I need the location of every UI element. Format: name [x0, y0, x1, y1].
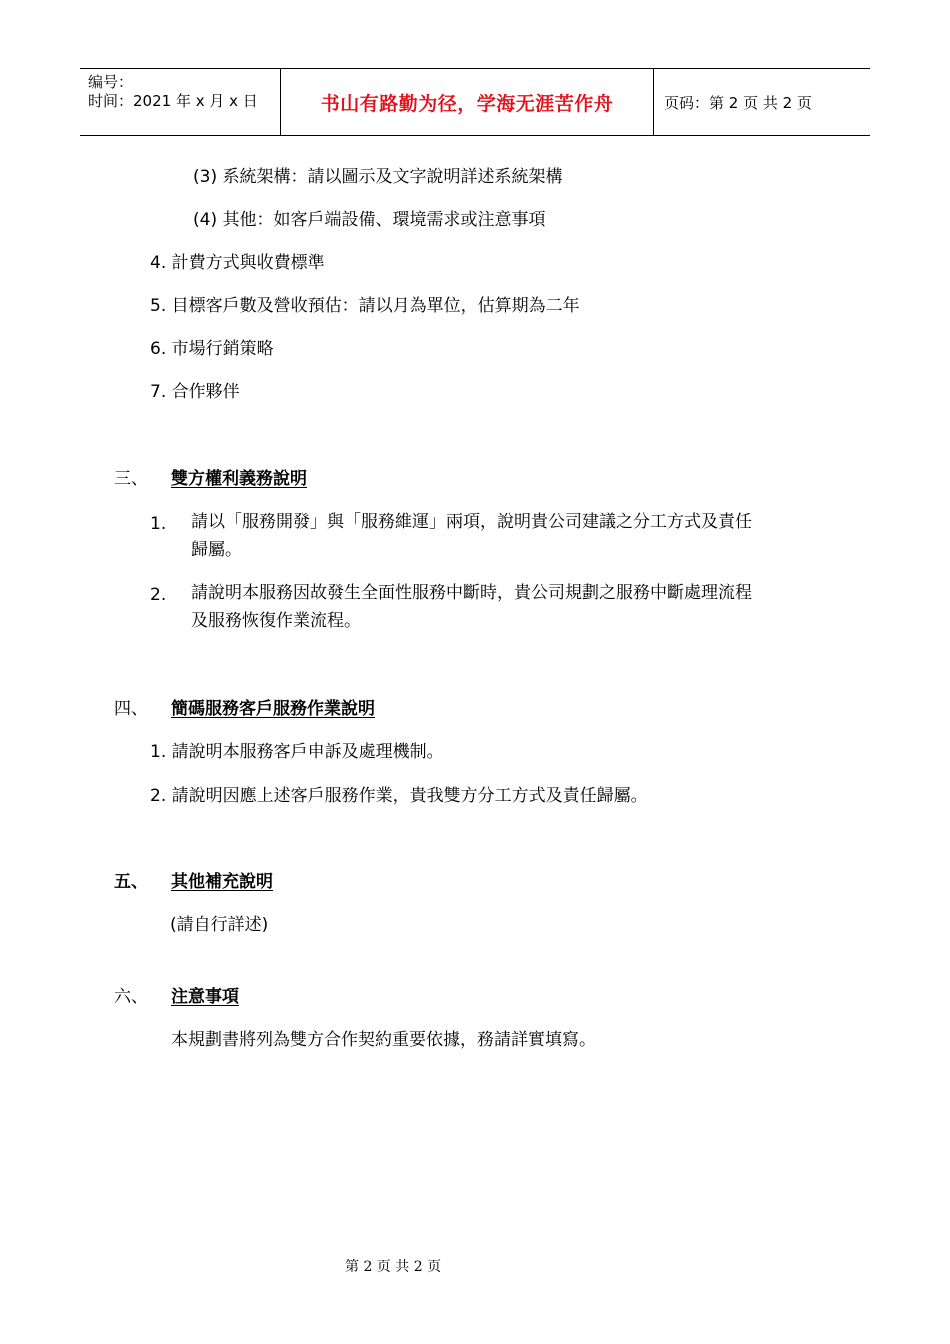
page-footer: 第 2 页 共 2 页	[345, 1259, 442, 1275]
section-4-title: 簡碼服務客戶服務作業說明	[171, 699, 375, 719]
list-item	[150, 380, 240, 404]
text-line: 歸屬。	[191, 540, 242, 560]
section-5-body: (請自行詳述)	[170, 915, 269, 935]
text-line: 請以「服務開發」與「服務維運」兩項，說明貴公司建議之分工方式及責任	[191, 512, 752, 532]
list-item-text: 計費方式與收費標準	[171, 253, 325, 273]
list-item	[150, 740, 444, 764]
list-item-number: 5.	[150, 296, 167, 316]
list-item-number: 7.	[150, 382, 167, 402]
page-header	[80, 68, 870, 136]
list-item-text: 合作夥伴	[171, 382, 240, 402]
section-3-title: 雙方權利義務說明	[171, 469, 307, 489]
section-4-number: 四、	[114, 699, 148, 719]
list-item	[150, 294, 580, 318]
section-6-title: 注意事項	[171, 987, 239, 1007]
list-item	[193, 165, 563, 189]
header-motto: 书山有路勤为径，学海无涯苦作舟	[281, 69, 654, 135]
section-6-body: 本規劃書將列為雙方合作契約重要依據，務請詳實填寫。	[171, 1030, 596, 1050]
list-item-number: (3)	[193, 167, 218, 187]
header-meta	[80, 69, 281, 135]
list-item-number: (4)	[193, 210, 218, 230]
section-3-item-1-text	[191, 508, 752, 564]
text-line: 及服務恢復作業流程。	[191, 611, 361, 631]
list-item-number: 1.	[150, 742, 167, 762]
section-3-number: 三、	[114, 469, 148, 489]
list-item-text: 其他：如客戶端設備、環境需求或注意事項	[222, 210, 546, 230]
list-item-text: 系統架構：請以圖示及文字說明詳述系統架構	[222, 167, 563, 187]
section-6-number: 六、	[114, 987, 148, 1007]
list-item	[150, 337, 274, 361]
list-item-text: 市場行銷策略	[171, 339, 274, 359]
section-3-item-2-number: 2.	[150, 585, 167, 605]
list-item-text: 請說明本服務客戶申訴及處理機制。	[171, 742, 444, 762]
section-5-title: 其他補充說明	[171, 872, 273, 892]
list-item	[150, 251, 325, 275]
list-item	[193, 208, 546, 232]
section-3-item-1-number: 1.	[150, 514, 167, 534]
section-5-number: 五、	[114, 872, 148, 892]
list-item-number: 2.	[150, 786, 167, 806]
list-item-text: 請說明因應上述客戶服務作業，貴我雙方分工方式及責任歸屬。	[171, 786, 648, 806]
section-3-item-2-text	[191, 579, 752, 635]
header-date-label: 时间：2021 年 x 月 x 日	[88, 92, 258, 110]
list-item	[150, 784, 648, 808]
list-item-text: 目標客戶數及營收預估：請以月為單位，估算期為二年	[171, 296, 580, 316]
header-number-label: 编号：	[88, 73, 134, 91]
header-page-label: 页码：第 2 页 共 2 页	[664, 93, 812, 112]
list-item-number: 4.	[150, 253, 167, 273]
text-line: 請說明本服務因故發生全面性服務中斷時，貴公司規劃之服務中斷處理流程	[191, 583, 752, 603]
list-item-number: 6.	[150, 339, 167, 359]
